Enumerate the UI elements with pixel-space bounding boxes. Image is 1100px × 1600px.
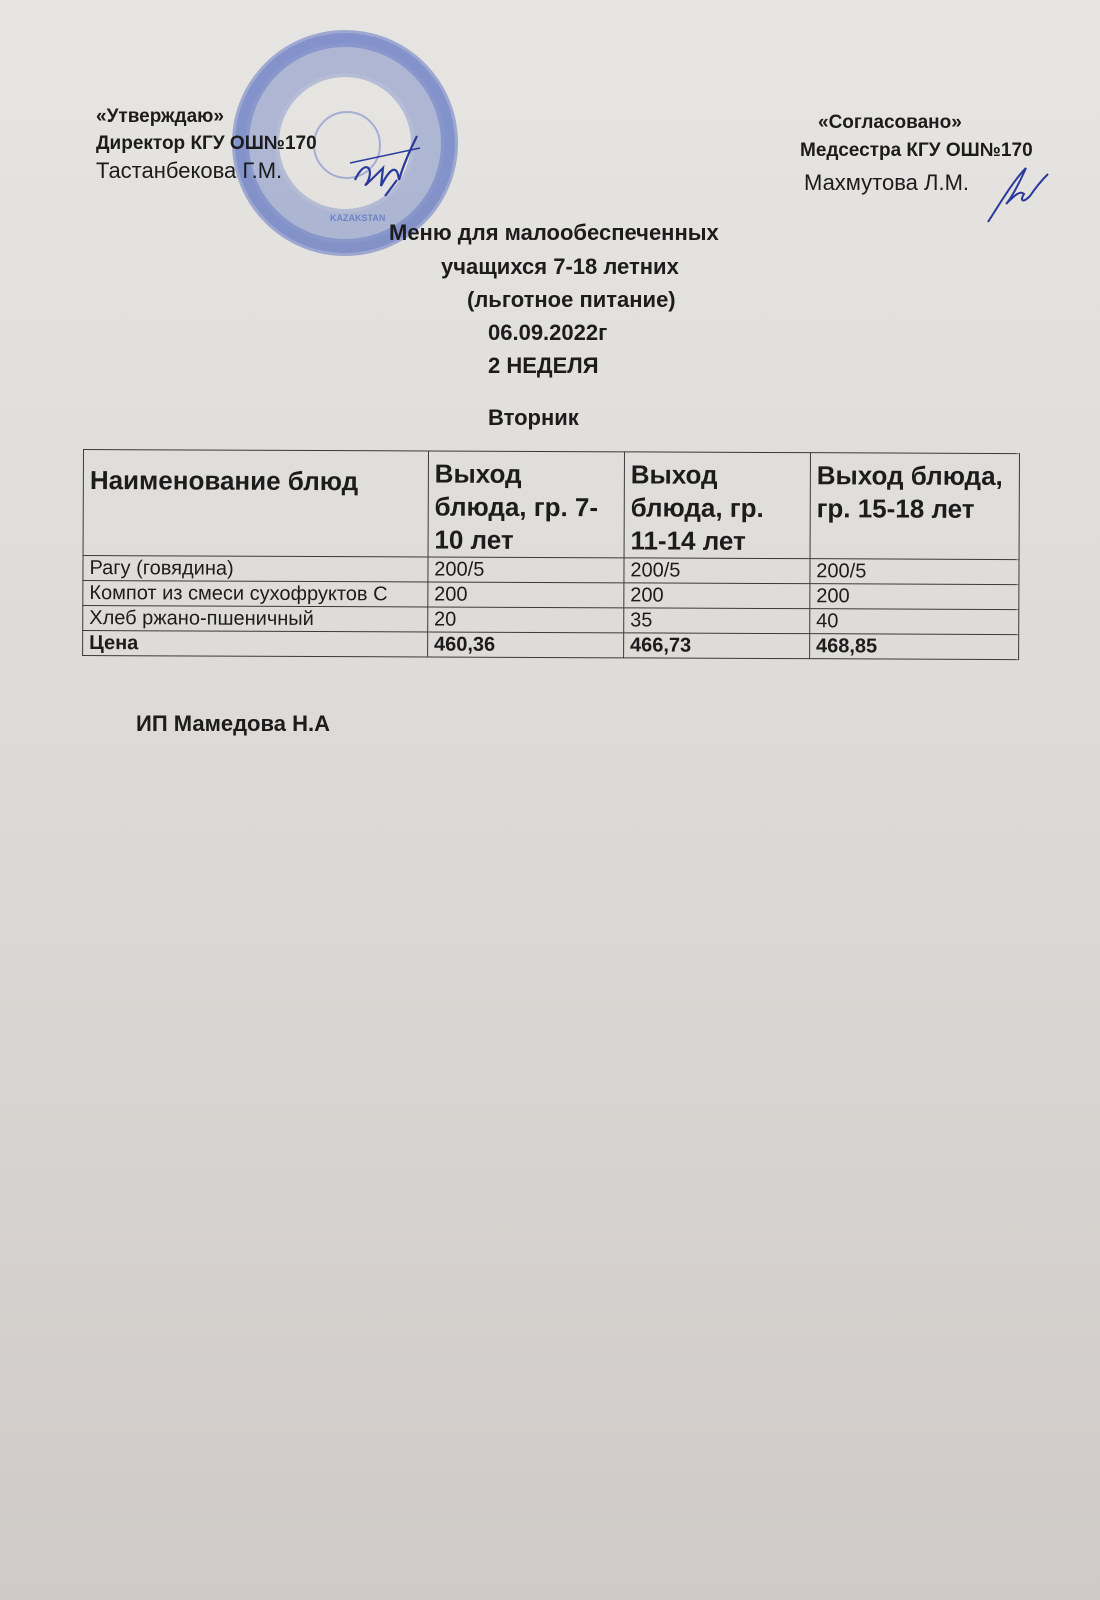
approval-position: Директор КГУ ОШ№170	[96, 133, 317, 154]
portion-15-18: 40	[810, 609, 1019, 635]
menu-table	[82, 449, 1020, 660]
portion-7-10: 20	[428, 607, 624, 633]
header-portion-15-18: Выход блюда, гр. 15-18 лет	[810, 453, 1020, 560]
dish-name: Компот из смеси сухофруктов С	[83, 581, 428, 608]
title-line-2: учащихся 7-18 летних	[441, 254, 679, 279]
portion-11-14: 200	[624, 583, 810, 609]
agreement-position: Медсестра КГУ ОШ№170	[800, 140, 1033, 161]
portion-11-14: 35	[624, 608, 810, 634]
header-dish-name: Наименование блюд	[83, 450, 428, 558]
portion-7-10: 200/5	[428, 557, 624, 583]
table-header-row	[83, 450, 1019, 560]
stamp-emblem-text: KAZAKSTAN	[330, 213, 386, 223]
nurse-signature-icon	[980, 160, 1060, 230]
dish-name: Рагу (говядина)	[83, 556, 428, 583]
header-portion-7-10: Выход блюда, гр. 7-10 лет	[428, 451, 625, 558]
title-line-1: Меню для малообеспеченных	[389, 220, 719, 245]
supplier-name: ИП Мамедова Н.А	[136, 711, 330, 736]
menu-week: 2 НЕДЕЛЯ	[488, 353, 599, 378]
price-7-10: 460,36	[427, 632, 623, 658]
menu-date: 06.09.2022г	[488, 320, 608, 345]
approval-name: Тастанбекова Г.М.	[96, 158, 283, 183]
agreement-name: Махмутова Л.М.	[804, 170, 970, 195]
dish-name: Хлеб ржано-пшеничный	[83, 606, 428, 633]
menu-day: Вторник	[488, 405, 579, 430]
agreement-label: «Согласовано»	[818, 112, 962, 133]
price-15-18: 468,85	[809, 634, 1018, 660]
price-label: Цена	[83, 631, 428, 658]
approval-label: «Утверждаю»	[96, 106, 224, 127]
portion-11-14: 200/5	[624, 558, 810, 584]
price-row	[83, 631, 1019, 660]
director-signature-icon	[345, 128, 425, 198]
portion-15-18: 200/5	[810, 559, 1019, 585]
table-row	[83, 556, 1019, 585]
header-portion-11-14: Выход блюда, гр. 11-14 лет	[624, 452, 810, 559]
portion-7-10: 200	[428, 582, 624, 608]
portion-15-18: 200	[810, 584, 1019, 610]
table-row	[83, 581, 1019, 610]
table-row	[83, 606, 1019, 635]
price-11-14: 466,73	[623, 633, 809, 659]
title-line-3: (льготное питание)	[467, 287, 676, 312]
